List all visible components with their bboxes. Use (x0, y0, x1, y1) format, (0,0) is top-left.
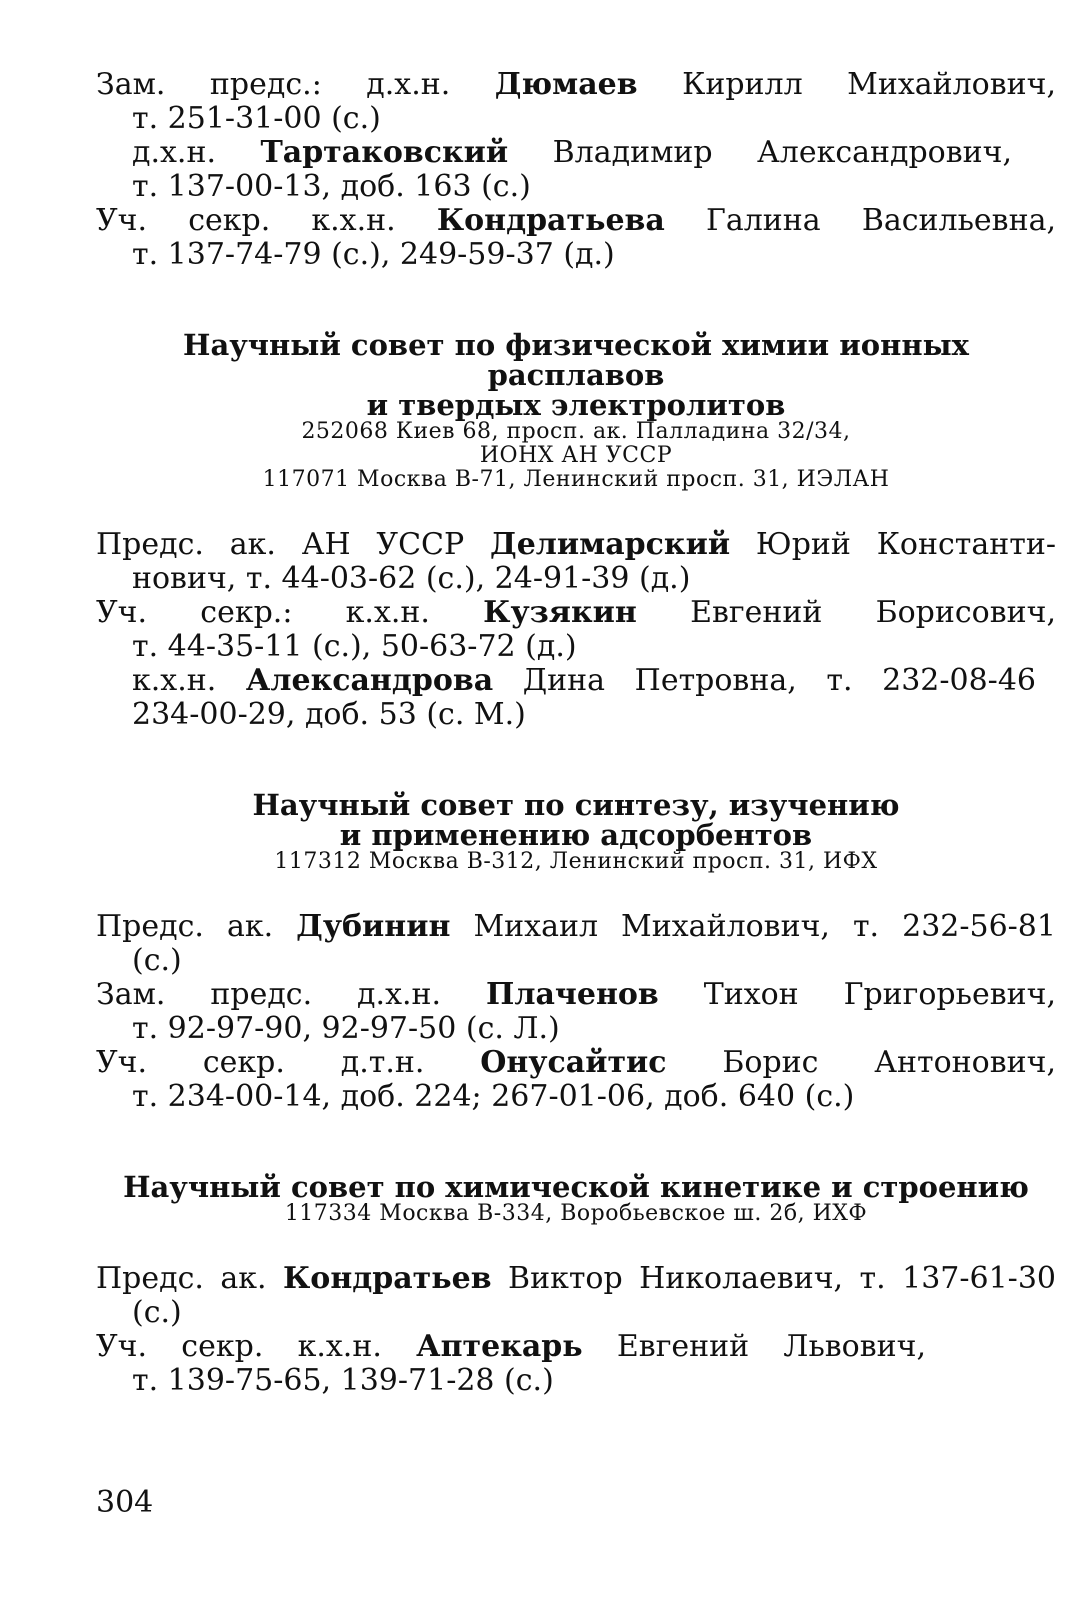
entry-rest: Евгений Борисович, (636, 595, 1056, 630)
entry-rest: Евгений Львович, (582, 1329, 926, 1364)
entry-role: Уч. секр. к.х.н. (96, 203, 437, 238)
person-surname: Дубинин (296, 909, 451, 944)
entry-phone: т. 44-35-11 (с.), 50-63-72 (д.) (132, 629, 577, 664)
entry-line (96, 204, 1056, 238)
entry-role: к.х.н. (132, 663, 246, 698)
council-title: и применению адсорбентов (339, 818, 813, 852)
council-address: 252068 Киев 68, просп. ак. Палладина 32/34, (301, 419, 851, 444)
entry-phone: т. 251-31-00 (с.) (132, 101, 381, 136)
council-title: Научный совет по химической кинетике и строению (123, 1170, 1029, 1204)
entry-rest: Тихон Григорьевич, (658, 977, 1056, 1012)
person-surname: Делимарский (490, 527, 731, 562)
entry-line (96, 68, 1056, 102)
person-surname: Кондратьева (436, 203, 665, 238)
entry-rest: Галина Васильевна, (664, 203, 1056, 238)
entry-role: д.х.н. (132, 135, 261, 170)
page-content (96, 68, 1056, 1398)
entry-phone: нович, т. 44-03-62 (с.), 24-91-39 (д.) (132, 561, 691, 596)
entry-rest: Виктор Николаевич, т. 137-61-30 (491, 1261, 1056, 1296)
entry-line (96, 528, 1056, 562)
person-surname: Плаченов (485, 977, 659, 1012)
entry-role: Уч. секр. д.т.н. (96, 1045, 481, 1080)
entry-line (96, 1046, 1056, 1080)
entry-role: Предс. ак. АН УССР (96, 527, 491, 562)
council-address: 117071 Москва В-71, Ленинский просп. 31, ИЭЛАН (262, 467, 890, 492)
entry-line (96, 136, 1056, 170)
entry-role: Уч. секр.: к.х.н. (96, 595, 484, 630)
council-address: ИОНХ АН УССР (479, 443, 673, 468)
person-surname: Александрова (245, 663, 494, 698)
entry-phone: т. 139-75-65, 139-71-28 (с.) (132, 1363, 554, 1398)
entry-rest: Юрий Константи- (730, 527, 1056, 562)
person-surname: Кондратьев (283, 1261, 492, 1296)
council-members (96, 1262, 1056, 1398)
entry-line (96, 596, 1056, 630)
entry-role: Уч. секр. к.х.н. (96, 1329, 417, 1364)
entry-rest: Кирилл Михайлович, (637, 67, 1056, 102)
council-members (96, 910, 1056, 1114)
entry-role: Зам. предс. д.х.н. (96, 977, 486, 1012)
entry-phone: т. 234-00-14, доб. 224; 267-01-06, доб. 640 (с.) (132, 1079, 855, 1114)
entry-phone: 234-00-29, доб. 53 (с. М.) (132, 697, 526, 732)
council-address: 117334 Москва В-334, Воробьевское ш. 2б, ИХФ (284, 1201, 868, 1226)
council-members (96, 528, 1056, 732)
entry-phone: (с.) (132, 1295, 182, 1330)
entry-line (96, 978, 1056, 1012)
person-surname: Тартаковский (260, 135, 509, 170)
entry-line (96, 664, 1056, 698)
entry-phone: т. 137-00-13, доб. 163 (с.) (132, 169, 531, 204)
entry-rest: Борис Антонович, (666, 1045, 1056, 1080)
council-ionic-melts (96, 330, 1056, 732)
entry-role: Зам. предс.: д.х.н. (96, 67, 495, 102)
entry-phone: т. 92-97-90, 92-97-50 (с. Л.) (132, 1011, 560, 1046)
council-kinetics (96, 1172, 1056, 1398)
council-title: Научный совет по физической химии ионных расплавов (183, 328, 969, 392)
person-surname: Дюмаев (494, 67, 638, 102)
entry-role: Предс. ак. (96, 909, 297, 944)
person-surname: Онусайтис (480, 1045, 667, 1080)
council-adsorbents (96, 790, 1056, 1114)
entry-phone: т. 137-74-79 (с.), 249-59-37 (д.) (132, 237, 615, 272)
council-title: Научный совет по синтезу, изучению (252, 788, 900, 822)
entry-line (96, 1262, 1056, 1296)
council-title: и твердых электролитов (366, 388, 786, 422)
council-address: 117312 Москва В-312, Ленинский просп. 31, ИФХ (274, 849, 878, 874)
entry-role: Предс. ак. (96, 1261, 284, 1296)
person-surname: Кузякин (483, 595, 637, 630)
top-entries (96, 68, 1056, 272)
person-surname: Аптекарь (416, 1329, 583, 1364)
entry-line (96, 1330, 1056, 1364)
entry-rest: Владимир Александрович, (508, 135, 1012, 170)
entry-line (96, 910, 1056, 944)
entry-rest: Михаил Михайлович, т. 232-56-81 (450, 909, 1056, 944)
entry-rest: Дина Петровна, т. 232-08-46 (493, 663, 1036, 698)
entry-phone: (с.) (132, 943, 182, 978)
page-number: 304 (96, 1485, 154, 1520)
